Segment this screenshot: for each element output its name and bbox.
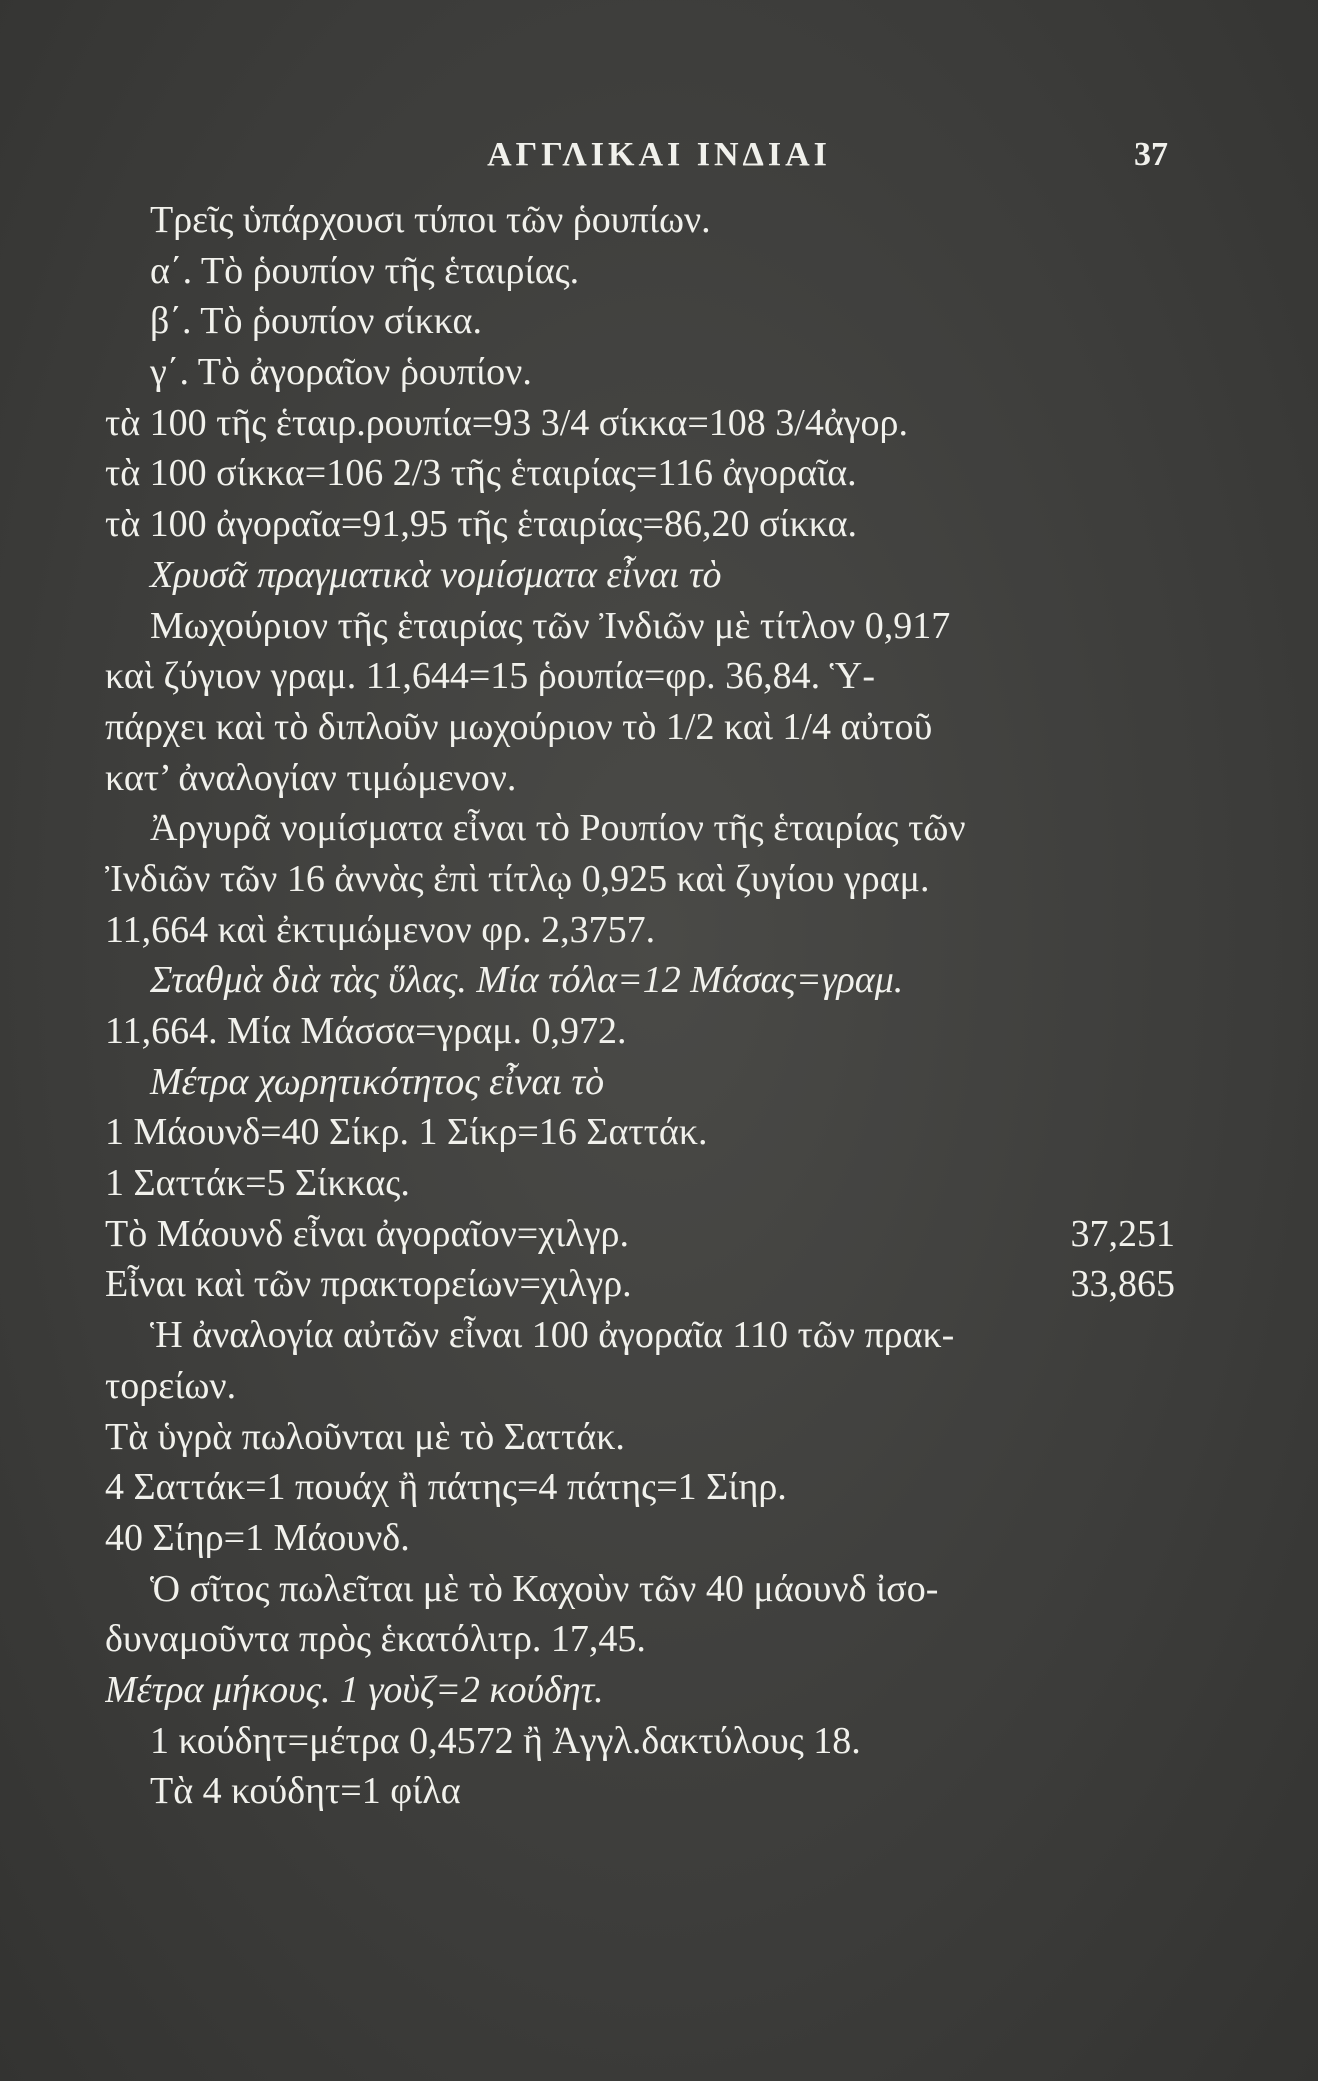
- running-title: ΑΓΓΛΙΚΑΙ ΙΝΔΙΑΙ: [487, 136, 831, 173]
- measure-text: Εἶναι καὶ τῶν πρακτορείων=χιλγρ.: [105, 1263, 632, 1306]
- text-line: τὰ 100 σίκκα=106 2/3 τῆς ἑταιρίας=116 ἀγοραῖα.: [105, 452, 857, 495]
- measure-value: 33,865: [1070, 1263, 1175, 1306]
- text-line: 40 Σίηρ=1 Μάουνδ.: [105, 1516, 410, 1559]
- text-line: Ὁ σῖτος πωλεῖται μὲ τὸ Καχοὺν τῶν 40 μάουνδ ἰσο-: [150, 1567, 939, 1610]
- text-line: 1 Σαττάκ=5 Σίκκας.: [105, 1162, 410, 1205]
- page-header: [0, 132, 1318, 182]
- measure-text: Τὸ Μάουνδ εἶναι ἀγοραῖον=χιλγρ.: [105, 1212, 629, 1255]
- text-line: 1 κούδητ=μέτρα 0,4572 ἢ Ἀγγλ.δακτύλους 18.: [150, 1719, 861, 1762]
- text-line: 1 Μάουνδ=40 Σίκρ. 1 Σίκρ=16 Σαττάκ.: [105, 1111, 708, 1154]
- text-line: 4 Σαττάκ=1 πουάχ ἢ πάτης=4 πάτης=1 Σίηρ.: [105, 1466, 787, 1509]
- section-heading-weights: Σταθμὰ διὰ τὰς ὕλας. Μία τόλα=12 Μάσας=γραμ.: [150, 959, 904, 1002]
- text-line: δυναμοῦντα πρὸς ἑκατόλιτρ. 17,45.: [105, 1618, 646, 1661]
- text-line: Ἡ ἀναλογία αὐτῶν εἶναι 100 ἀγοραῖα 110 τῶν πρακ-: [150, 1314, 955, 1357]
- page-number: 37: [1134, 136, 1168, 173]
- text-line: Μωχούριον τῆς ἑταιρίας τῶν Ἰνδιῶν μὲ τίτλον 0,917: [150, 604, 951, 647]
- text-line: πάρχει καὶ τὸ διπλοῦν μωχούριον τὸ 1/2 καὶ 1/4 αὐτοῦ: [105, 705, 933, 748]
- text-line: Τρεῖς ὑπάρχουσι τύποι τῶν ῥουπίων.: [150, 199, 711, 241]
- page-body: [105, 195, 1175, 1817]
- text-line: α΄. Τὸ ῥουπίον τῆς ἑταιρίας.: [150, 249, 580, 292]
- section-heading-capacity: Μέτρα χωρητικότητος εἶναι τὸ: [150, 1060, 605, 1103]
- text-line: Τὰ ὑγρὰ πωλοῦνται μὲ τὸ Σαττάκ.: [105, 1415, 625, 1458]
- section-heading-gold-coins: Χρυσᾶ πραγματικὰ νομίσματα εἶναι τὸ: [150, 553, 722, 596]
- text-line: γ΄. Τὸ ἀγοραῖον ῥουπίον.: [150, 351, 532, 394]
- text-line: Ἀργυρᾶ νομίσματα εἶναι τὸ Ρουπίον τῆς ἑταιρίας τῶν: [150, 807, 966, 850]
- measure-row: [105, 1209, 1175, 1260]
- text-line: Τὰ 4 κούδητ=1 φίλα: [150, 1770, 461, 1813]
- measure-value: 37,251: [1070, 1212, 1175, 1255]
- text-line: τὰ 100 ἀγοραῖα=91,95 τῆς ἑταιρίας=86,20 σίκκα.: [105, 503, 858, 546]
- text-line: Ἰνδιῶν τῶν 16 ἀννὰς ἐπὶ τίτλῳ 0,925 καὶ ζυγίου γραμ.: [105, 857, 930, 900]
- section-heading-length: Μέτρα μήκους. 1 γοὺζ=2 κούδητ.: [105, 1668, 604, 1711]
- measure-row: [105, 1259, 1175, 1310]
- text-line: καὶ ζύγιον γραμ. 11,644=15 ῥουπία=φρ. 36,84. Ὑ-: [105, 655, 875, 698]
- text-line: τὰ 100 τῆς ἑταιρ.ρουπία=93 3/4 σίκκα=108 3/4ἀγορ.: [105, 401, 909, 444]
- text-line: β΄. Τὸ ῥουπίον σίκκα.: [150, 300, 482, 343]
- text-line: κατ’ ἀναλογίαν τιμώμενον.: [105, 756, 517, 799]
- text-line: τορείων.: [105, 1364, 237, 1407]
- text-line: 11,664 καὶ ἐκτιμώμενον φρ. 2,3757.: [105, 908, 656, 951]
- text-line: 11,664. Μία Μάσσα=γραμ. 0,972.: [105, 1010, 627, 1052]
